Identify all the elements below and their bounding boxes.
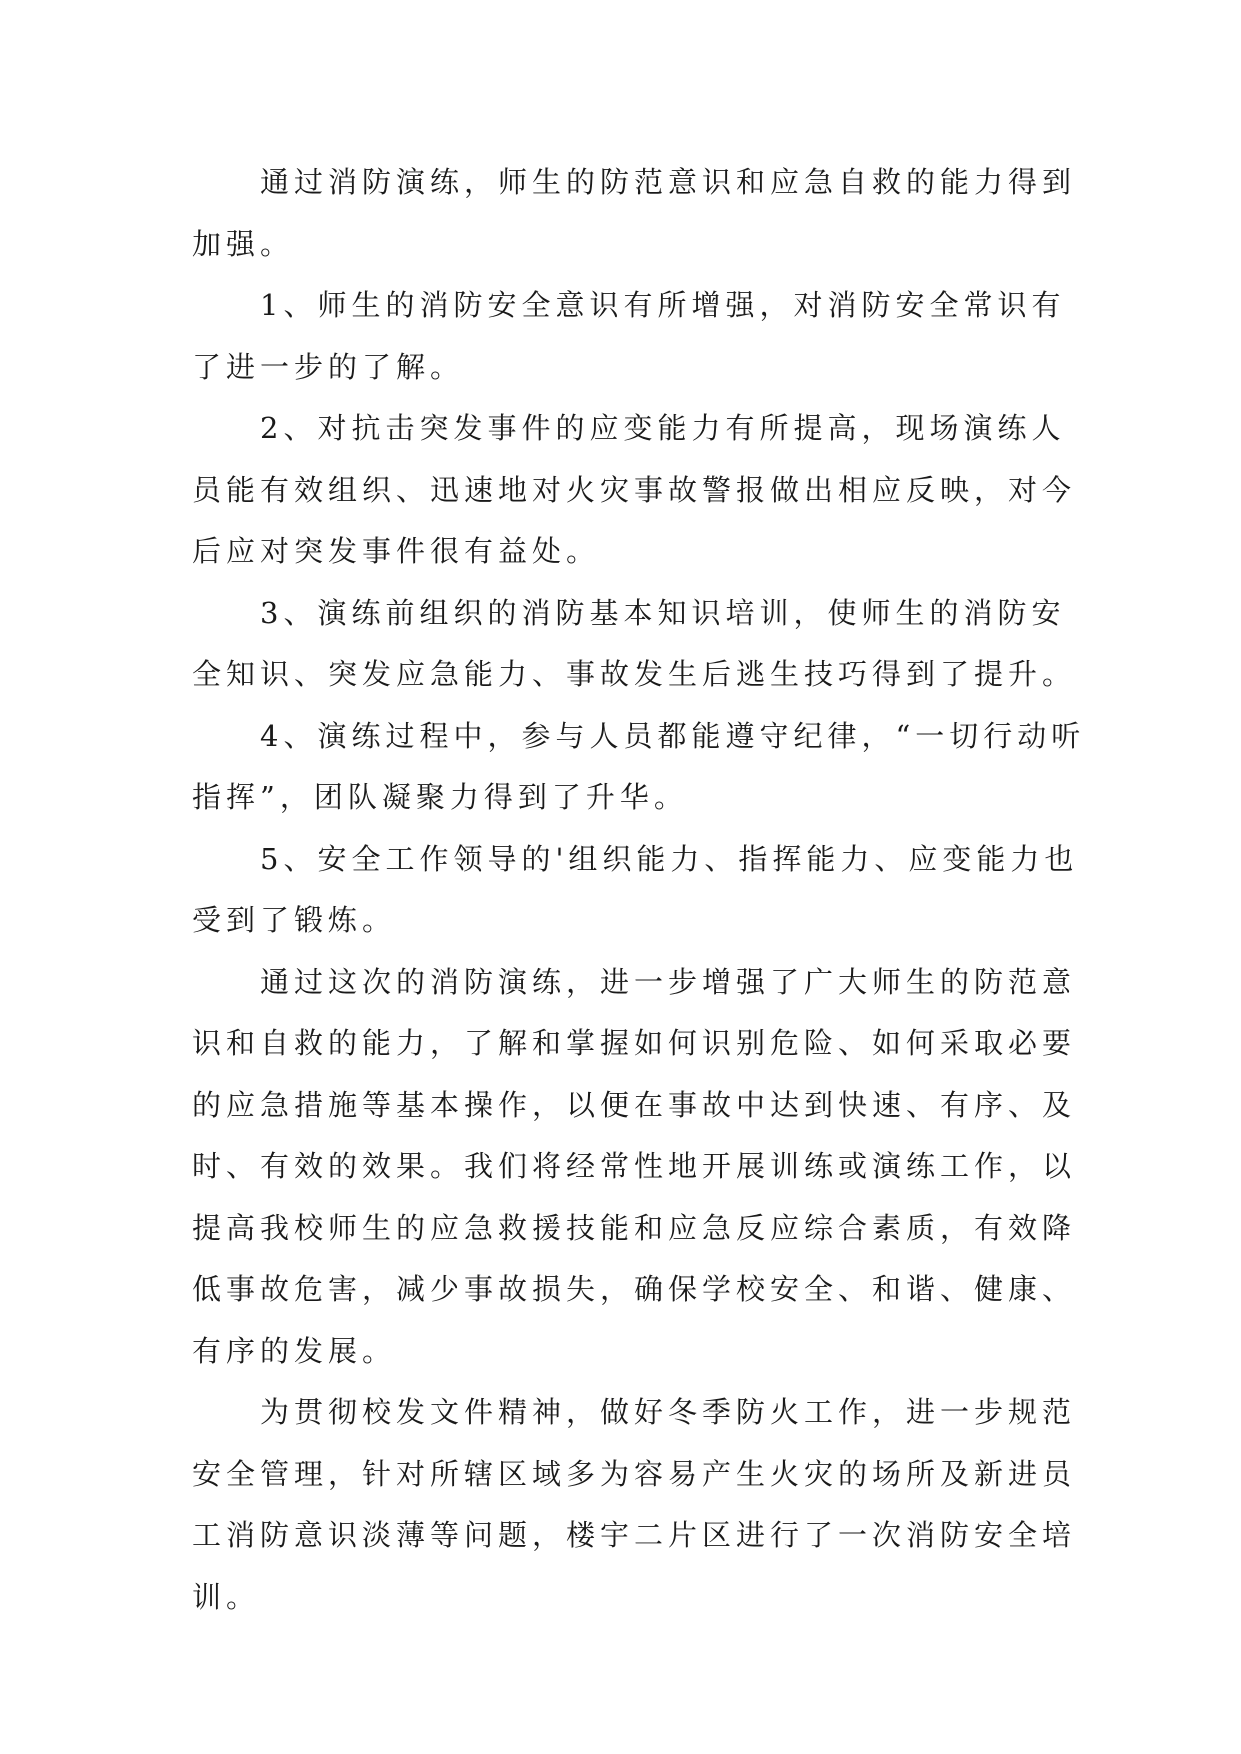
paragraph-point-3 <box>192 583 1077 706</box>
paragraph-line: 加强。 <box>192 226 295 261</box>
paragraph-line: 员能有效组织、迅速地对火灾事故警报做出相应反映，对今 <box>192 472 1077 507</box>
paragraph-line: 后应对突发事件很有益处。 <box>192 534 601 568</box>
paragraph-line: 的应急措施等基本操作，以便在事故中达到快速、有序、及 <box>192 1087 1077 1122</box>
paragraph-drill-intro <box>192 152 1077 275</box>
paragraph-line: 安全管理，针对所辖区域多为容易产生火灾的场所及新进员 <box>192 1456 1077 1491</box>
paragraph-line: 全知识、突发应急能力、事故发生后逃生技巧得到了提升。 <box>192 657 1077 691</box>
paragraph-line: 3、演练前组织的消防基本知识培训，使师生的消防安 <box>260 595 1066 630</box>
paragraph-point-1 <box>192 275 1072 398</box>
paragraph-line: 低事故危害，减少事故损失，确保学校安全、和谐、健康、 <box>192 1272 1077 1306</box>
paragraph-line: 识和自救的能力，了解和掌握如何识别危险、如何采取必要 <box>192 1026 1077 1060</box>
paragraph-line: 有序的发展。 <box>192 1333 397 1368</box>
paragraph-line: 2、对抗击突发事件的应变能力有所提高，现场演练人 <box>260 411 1066 445</box>
paragraph-point-4 <box>192 706 1086 829</box>
paragraph-line: 提高我校师生的应急救援技能和应急反应综合素质，有效降 <box>192 1210 1077 1245</box>
paragraph-line: 4、演练过程中，参与人员都能遵守纪律，“一切行动听 <box>260 718 1086 753</box>
paragraph-training-intro <box>192 1382 1077 1628</box>
document-body <box>192 152 1086 1628</box>
paragraph-point-2 <box>192 398 1077 583</box>
paragraph-line: 工消防意识淡薄等问题，楼宇二片区进行了一次消防安全培 <box>192 1518 1077 1552</box>
paragraph-line: 通过这次的消防演练，进一步增强了广大师生的防范意 <box>260 964 1077 999</box>
paragraph-line: 受到了锻炼。 <box>192 903 397 937</box>
paragraph-line: 时、有效的效果。我们将经常性地开展训练或演练工作，以 <box>192 1149 1077 1183</box>
paragraph-summary <box>192 952 1077 1383</box>
paragraph-line: 训。 <box>192 1579 261 1614</box>
paragraph-line: 通过消防演练，师生的防范意识和应急自救的能力得到 <box>260 165 1077 199</box>
paragraph-line: 指挥”，团队凝聚力得到了升华。 <box>192 780 688 814</box>
paragraph-line: 为贯彻校发文件精神，做好冬季防火工作，进一步规范 <box>260 1395 1077 1429</box>
paragraph-point-5 <box>192 829 1079 952</box>
paragraph-line: 1、师生的消防安全意识有所增强，对消防安全常识有 <box>260 288 1066 322</box>
paragraph-line: 了进一步的了解。 <box>192 349 465 384</box>
paragraph-line: 5、安全工作领导的'组织能力、指挥能力、应变能力也 <box>260 841 1079 876</box>
